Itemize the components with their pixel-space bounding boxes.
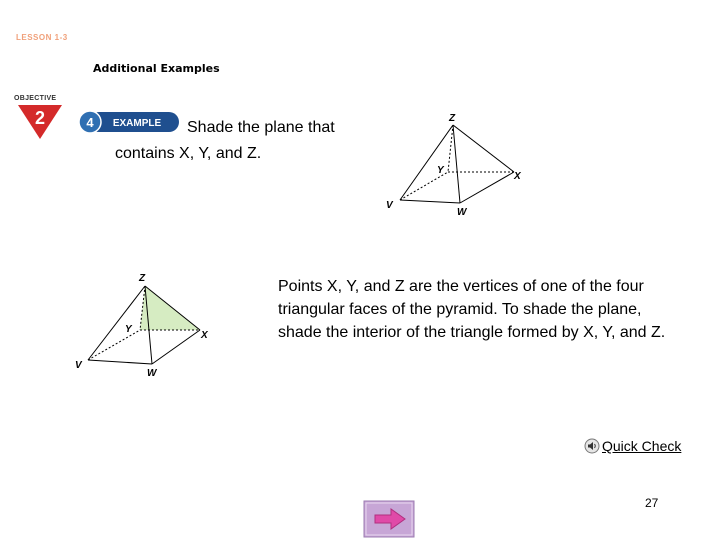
edge-zv (88, 286, 145, 360)
edge-zw (453, 125, 460, 203)
edge-zy-hidden (448, 125, 453, 172)
page-number: 27 (645, 496, 659, 510)
edge-vw (400, 200, 460, 203)
edge-wx (460, 172, 514, 203)
pyramid-figure-bottom (70, 265, 220, 380)
edge-zx (453, 125, 514, 172)
next-button[interactable] (363, 500, 415, 538)
objective-label: OBJECTIVE (14, 95, 57, 102)
edge-vw (88, 360, 152, 364)
edge-wx (152, 330, 200, 364)
label-z: Z (139, 273, 146, 284)
label-x: X (514, 171, 521, 182)
example-number: 4 (86, 115, 94, 130)
lesson-label: LESSON 1-3 (16, 33, 68, 42)
example-prompt-line2: contains X, Y, and Z. (115, 145, 262, 162)
example-badge (79, 110, 181, 134)
quick-check-link[interactable] (584, 438, 681, 454)
page-title: Additional Examples (93, 62, 220, 75)
quick-check-label[interactable]: Quick Check (602, 438, 682, 454)
pyramid-figure-top (380, 108, 540, 218)
example-label: EXAMPLE (112, 118, 162, 129)
label-x: X (201, 330, 208, 341)
objective-badge (16, 101, 64, 141)
label-w: W (147, 368, 157, 379)
edge-vy-hidden (400, 172, 448, 200)
objective-number: 2 (34, 108, 46, 128)
answer-text: Points X, Y, and Z are the vertices of one of the four triangular faces of the pyramid. To shade the plane, shade the interior of the triangle formed by X, Y, and Z. (278, 278, 666, 341)
label-w: W (457, 207, 467, 218)
edge-vy-hidden (88, 330, 140, 360)
label-y: Y (125, 324, 132, 335)
example-prompt-line1: Shade the plane that (187, 119, 335, 136)
label-y: Y (437, 165, 444, 176)
label-v: V (386, 200, 393, 211)
speaker-icon (584, 438, 600, 454)
edge-zv (400, 125, 453, 200)
label-z: Z (449, 113, 456, 124)
label-v: V (75, 360, 82, 371)
